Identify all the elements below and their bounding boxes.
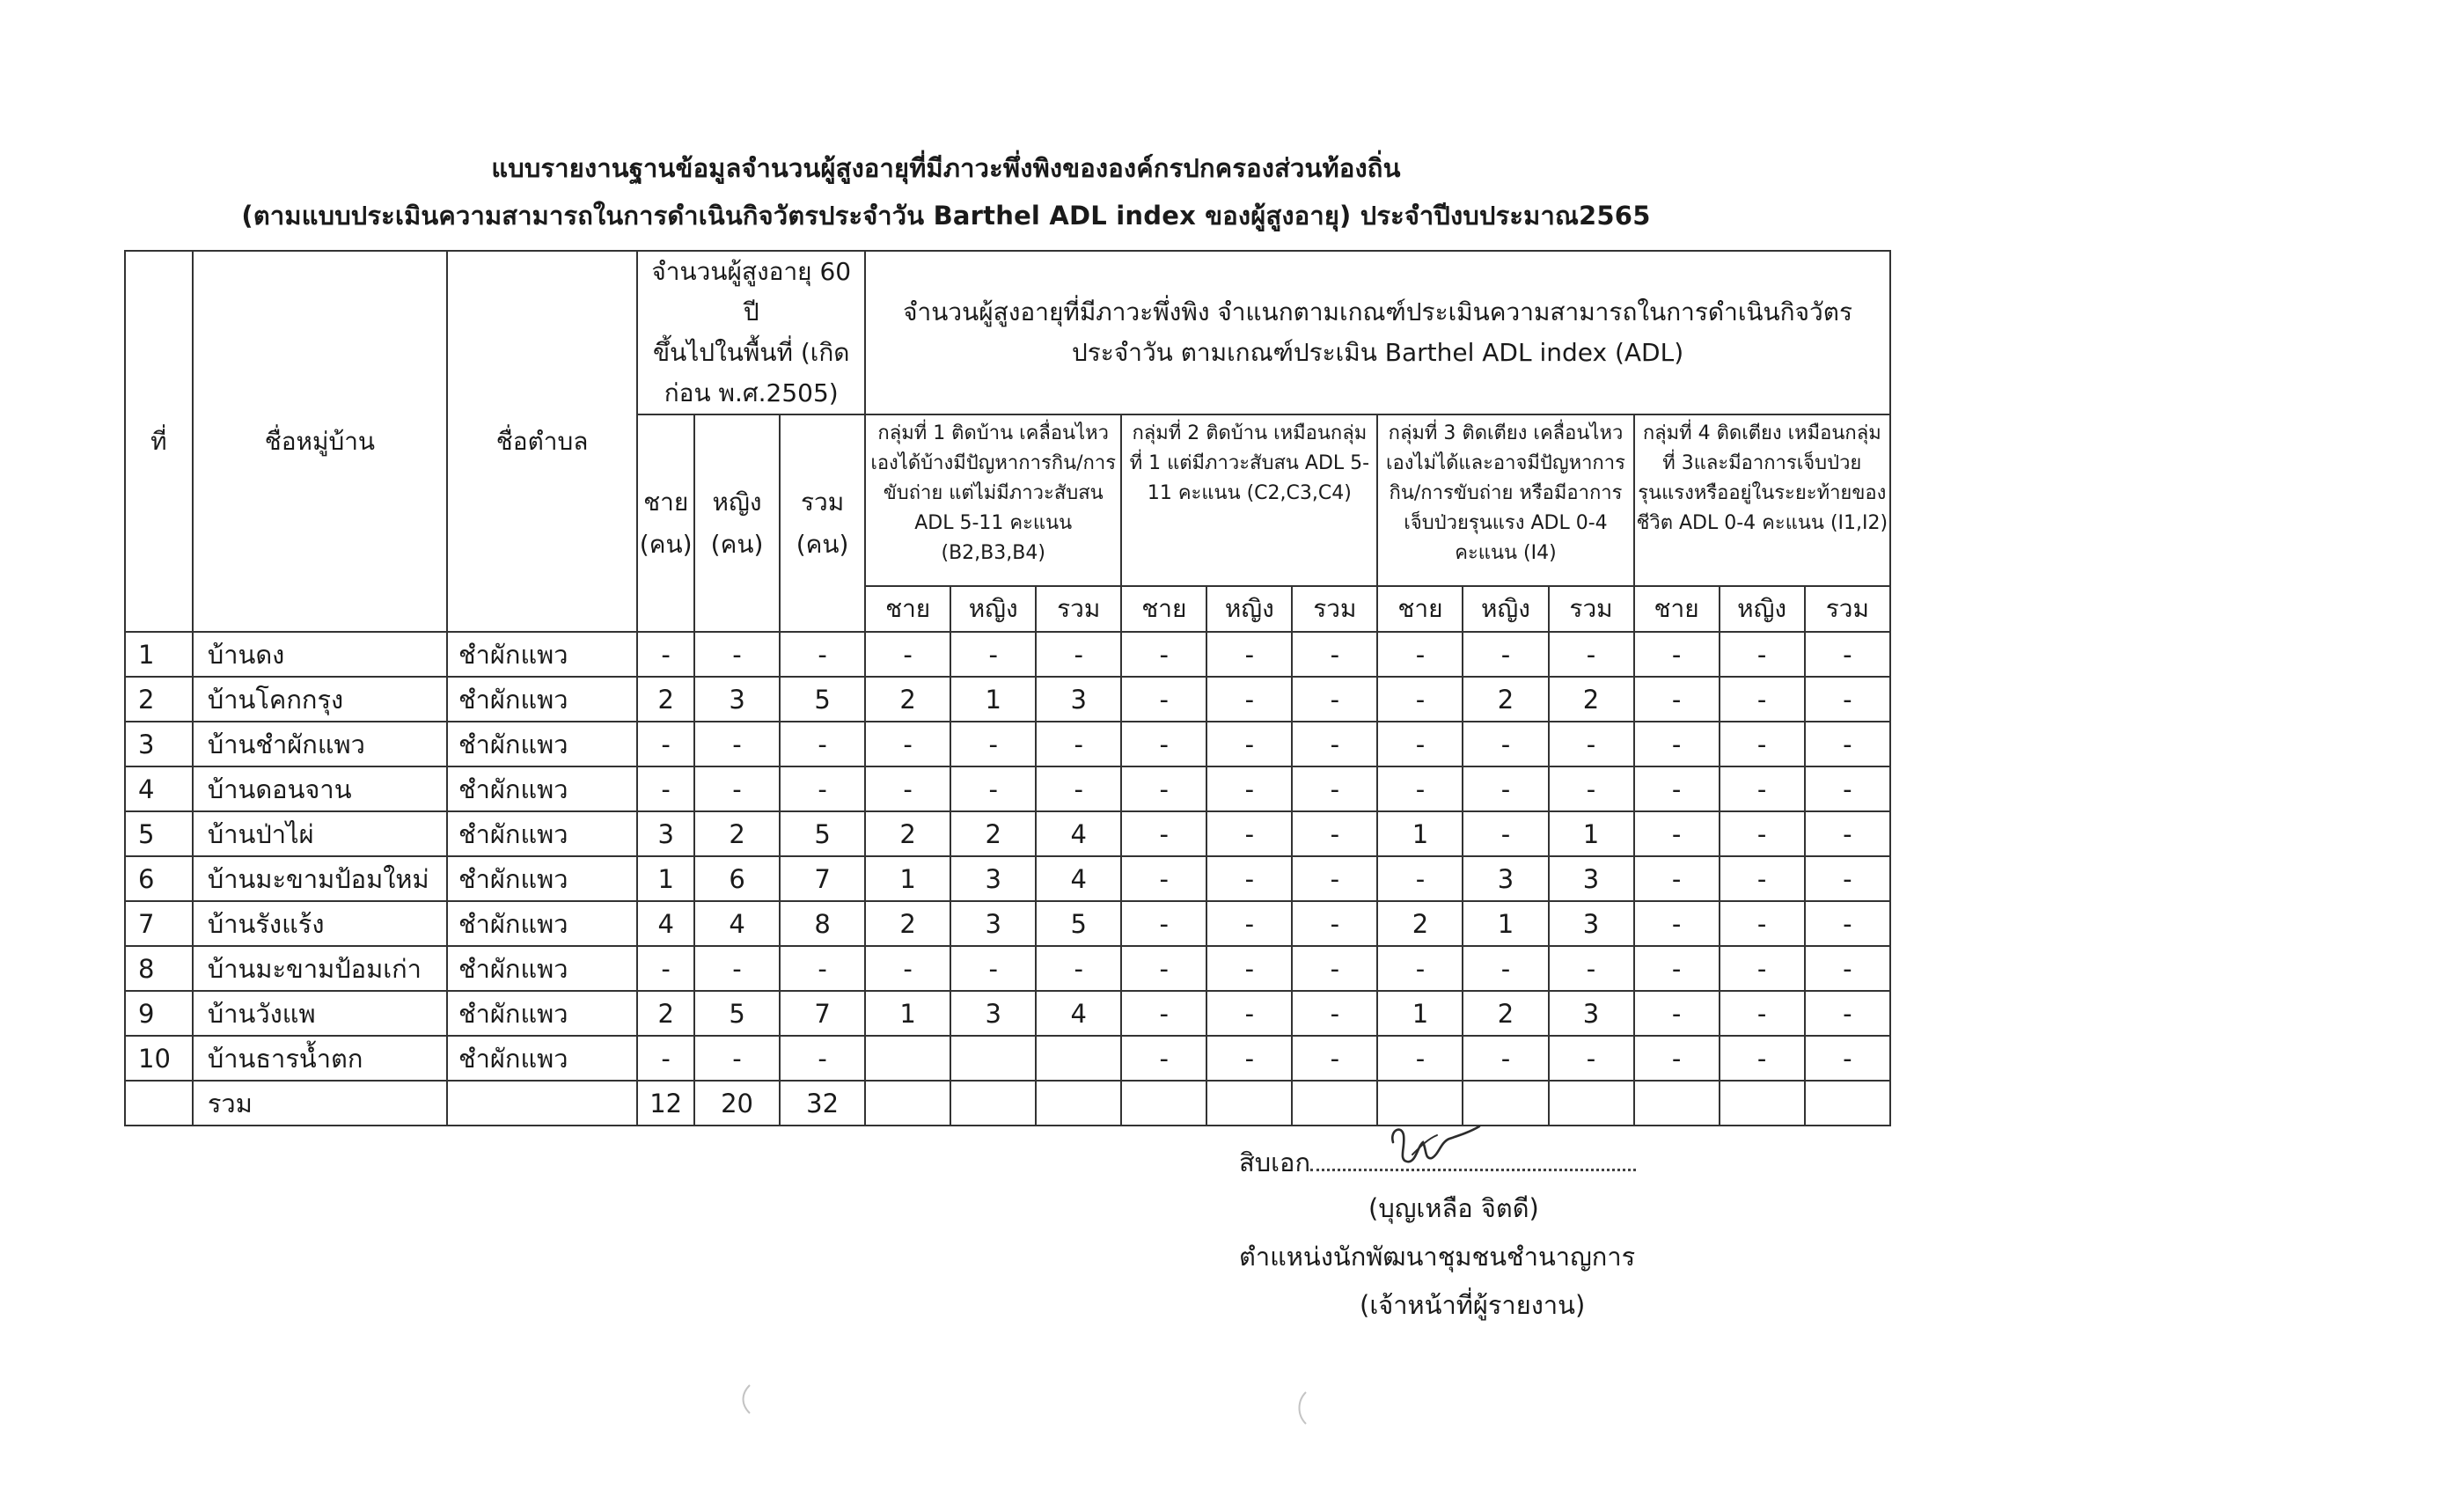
group-4-total-cell: - <box>1805 946 1890 991</box>
group-3-male-cell: - <box>1377 766 1463 811</box>
group-3-header <box>1377 414 1633 586</box>
group-line: รุนแรงหรืออยู่ในระยะท้ายของ <box>1638 482 1887 504</box>
group-2-total-cell: - <box>1292 677 1377 722</box>
group-2-total-total-cell <box>1292 1081 1377 1126</box>
group-4-total-cell: - <box>1805 991 1890 1036</box>
group-2-total-cell: - <box>1292 811 1377 856</box>
group-4-total-cell: - <box>1805 1036 1890 1081</box>
group-line: กลุ่มที่ 4 ติดเตียง เหมือนกลุ่ม <box>1642 422 1881 444</box>
group-4-female-cell: - <box>1720 1036 1805 1081</box>
elderly-female-cell: 2 <box>694 811 780 856</box>
group-1-female-total-cell <box>950 1081 1036 1126</box>
elderly-total-cell: 5 <box>780 677 865 722</box>
group-2-male-cell: - <box>1121 766 1206 811</box>
village-name: บ้านชำผักแพว <box>193 722 447 766</box>
group-1-total-cell: - <box>1036 722 1121 766</box>
group-2-total-header: รวม <box>1292 586 1377 632</box>
group-2-female-cell: - <box>1206 632 1292 677</box>
group-3-male-cell: 1 <box>1377 811 1463 856</box>
group-4-total-cell: - <box>1805 811 1890 856</box>
group-4-female-cell: - <box>1720 677 1805 722</box>
group-4-total-cell: - <box>1805 722 1890 766</box>
row-number: 3 <box>125 722 193 766</box>
elderly-female-cell: 4 <box>694 901 780 946</box>
elderly-total-cell: - <box>780 946 865 991</box>
table-body <box>125 632 1890 1126</box>
group-3-total-cell: 3 <box>1549 901 1634 946</box>
group-4-male-cell: - <box>1634 856 1720 901</box>
group-4-female-cell: - <box>1720 632 1805 677</box>
subdistrict-name: ชำผักแพว <box>447 677 637 722</box>
group-line: เองได้บ้างมีปัญหาการกิน/การ <box>870 452 1117 474</box>
group-3-male-cell: - <box>1377 856 1463 901</box>
subdistrict-name: ชำผักแพว <box>447 722 637 766</box>
group-1-total-cell: 4 <box>1036 856 1121 901</box>
group-1-header <box>865 414 1121 586</box>
elderly-male-cell: - <box>637 632 694 677</box>
elderly-female-cell: 5 <box>694 991 780 1036</box>
dependent-header-line: จำนวนผู้สูงอายุที่มีภาวะพึ่งพิง จำแนกตามเกณฑ์ประเมินความสามารถในการดำเนินกิจวัตร <box>903 297 1852 326</box>
group-line: กิน/การขับถ่าย หรือมีอาการ <box>1389 482 1623 504</box>
group-4-male-cell: - <box>1634 1036 1720 1081</box>
village-name: บ้านธารน้ำตก <box>193 1036 447 1081</box>
group-3-male-cell: - <box>1377 632 1463 677</box>
group-1-male-cell: - <box>865 766 950 811</box>
group-4-male-cell: - <box>1634 632 1720 677</box>
group-3-male-header: ชาย <box>1377 586 1463 632</box>
group-line: 11 คะแนน (C2,C3,C4) <box>1147 482 1352 504</box>
village-name: บ้านวังแพ <box>193 991 447 1036</box>
group-2-female-cell: - <box>1206 901 1292 946</box>
group-4-male-cell: - <box>1634 766 1720 811</box>
subdistrict-name: ชำผักแพว <box>447 946 637 991</box>
group-line: ที่ 1 แต่มีภาวะสับสน ADL 5- <box>1129 452 1370 474</box>
group-3-total-cell: 3 <box>1549 856 1634 901</box>
elderly-total-cell: 5 <box>780 811 865 856</box>
elderly-male-cell: - <box>637 1036 694 1081</box>
group-3-female-cell: 1 <box>1463 901 1548 946</box>
elderly-male-total-cell: 12 <box>637 1081 694 1126</box>
elderly-female-cell: - <box>694 722 780 766</box>
elderly-total-cell: - <box>780 1036 865 1081</box>
group-3-total-cell: 3 <box>1549 991 1634 1036</box>
signer-role: (เจ้าหน้าที่ผู้รายงาน) <box>1360 1290 1586 1320</box>
subdistrict-name: ชำผักแพว <box>447 991 637 1036</box>
group-2-male-cell: - <box>1121 901 1206 946</box>
row-number: 1 <box>125 632 193 677</box>
group-4-male-cell: - <box>1634 677 1720 722</box>
group-2-total-cell: - <box>1292 1036 1377 1081</box>
signature-dotted-line <box>1310 1153 1636 1171</box>
group-4-total-total-cell <box>1805 1081 1890 1126</box>
group-1-female-cell: - <box>950 632 1036 677</box>
group-line: ADL 5-11 คะแนน <box>914 512 1073 534</box>
group-3-total-cell: 1 <box>1549 811 1634 856</box>
group-1-total-cell <box>1036 1036 1121 1081</box>
village-name: บ้านมะขามป้อมใหม่ <box>193 856 447 901</box>
group-2-female-cell: - <box>1206 722 1292 766</box>
group-line: เจ็บป่วยรุนแรง ADL 0-4 <box>1404 512 1608 534</box>
group-2-total-cell: - <box>1292 632 1377 677</box>
unit-label: (คน) <box>639 529 693 559</box>
group-3-total-cell: - <box>1549 722 1634 766</box>
group-1-male-total-cell <box>865 1081 950 1126</box>
village-name: บ้านโคกกรุง <box>193 677 447 722</box>
elderly-total-line: จำนวนผู้สูงอายุ 60 ปี <box>651 257 852 326</box>
group-3-female-cell: - <box>1463 946 1548 991</box>
group-1-total-cell: 4 <box>1036 991 1121 1036</box>
total-label: รวม <box>800 487 845 517</box>
group-2-female-total-cell <box>1206 1081 1292 1126</box>
stray-mark <box>737 1382 755 1417</box>
group-3-female-cell: - <box>1463 632 1548 677</box>
group-2-male-cell: - <box>1121 1036 1206 1081</box>
column-header-male <box>637 414 694 632</box>
row-number: 9 <box>125 991 193 1036</box>
group-3-total-cell: - <box>1549 1036 1634 1081</box>
table-row <box>125 811 1890 856</box>
group-1-female-header: หญิง <box>950 586 1036 632</box>
signature-rank: สิบเอก <box>1239 1148 1310 1177</box>
elderly-total-cell: - <box>780 632 865 677</box>
header-row-main <box>125 251 1890 414</box>
dependent-header-line: ประจำวัน ตามเกณฑ์ประเมิน Barthel ADL index (ADL) <box>1071 338 1684 367</box>
elderly-female-cell: - <box>694 946 780 991</box>
group-1-total-cell: 3 <box>1036 677 1121 722</box>
elderly-female-cell: 3 <box>694 677 780 722</box>
group-line: กลุ่มที่ 3 ติดเตียง เคลื่อนไหว <box>1388 422 1624 444</box>
group-1-female-cell <box>950 1036 1036 1081</box>
group-2-male-cell: - <box>1121 722 1206 766</box>
subdistrict-name: ชำผักแพว <box>447 811 637 856</box>
group-3-female-cell: - <box>1463 722 1548 766</box>
group-line: เองไม่ได้และอาจมีปัญหาการ <box>1386 452 1625 474</box>
subdistrict-name: ชำผักแพว <box>447 901 637 946</box>
group-3-total-cell: - <box>1549 766 1634 811</box>
group-4-total-cell: - <box>1805 766 1890 811</box>
group-3-total-total-cell <box>1549 1081 1634 1126</box>
group-2-male-cell: - <box>1121 632 1206 677</box>
group-1-female-cell: 3 <box>950 991 1036 1036</box>
group-2-header <box>1121 414 1377 586</box>
row-number: 4 <box>125 766 193 811</box>
group-2-female-cell: - <box>1206 856 1292 901</box>
group-1-male-cell: 2 <box>865 677 950 722</box>
village-name: บ้านรังแร้ง <box>193 901 447 946</box>
elderly-male-cell: 2 <box>637 991 694 1036</box>
elderly-total-cell: 7 <box>780 856 865 901</box>
elderly-female-cell: - <box>694 766 780 811</box>
group-2-female-cell: - <box>1206 1036 1292 1081</box>
column-header-no: ที่ <box>125 251 193 632</box>
elderly-total-cell: 7 <box>780 991 865 1036</box>
column-header-dependent <box>865 251 1890 414</box>
group-2-male-cell: - <box>1121 991 1206 1036</box>
elderly-male-cell: 4 <box>637 901 694 946</box>
group-1-total-header: รวม <box>1036 586 1121 632</box>
group-3-female-cell: - <box>1463 811 1548 856</box>
elderly-female-cell: - <box>694 1036 780 1081</box>
group-3-male-cell: 1 <box>1377 991 1463 1036</box>
column-header-subdistrict: ชื่อตำบล <box>447 251 637 632</box>
row-number: 8 <box>125 946 193 991</box>
group-2-male-cell: - <box>1121 946 1206 991</box>
group-2-total-cell: - <box>1292 991 1377 1036</box>
table-row <box>125 722 1890 766</box>
elderly-male-cell: 1 <box>637 856 694 901</box>
group-2-total-cell: - <box>1292 856 1377 901</box>
group-4-female-cell: - <box>1720 722 1805 766</box>
group-3-male-cell: - <box>1377 946 1463 991</box>
group-4-female-total-cell <box>1720 1081 1805 1126</box>
elderly-male-cell: - <box>637 766 694 811</box>
group-3-male-cell: - <box>1377 677 1463 722</box>
report-title: แบบรายงานฐานข้อมูลจำนวนผู้สูงอายุที่มีภาวะพึ่งพิงขององค์กรปกครองส่วนท้องถิ่น <box>491 153 1401 183</box>
group-3-total-cell: 2 <box>1549 677 1634 722</box>
group-2-female-cell: - <box>1206 991 1292 1036</box>
group-2-female-cell: - <box>1206 677 1292 722</box>
group-3-total-header: รวม <box>1549 586 1634 632</box>
group-3-male-cell: 2 <box>1377 901 1463 946</box>
column-header-elderly-total <box>637 251 865 414</box>
elderly-male-cell: - <box>637 946 694 991</box>
group-4-male-cell: - <box>1634 946 1720 991</box>
table-row <box>125 766 1890 811</box>
group-1-female-cell: 2 <box>950 811 1036 856</box>
group-1-female-cell: 3 <box>950 856 1036 901</box>
group-line: ชีวิต ADL 0-4 คะแนน (I1,I2) <box>1636 512 1888 534</box>
group-3-female-cell: 3 <box>1463 856 1548 901</box>
group-1-total-cell: - <box>1036 766 1121 811</box>
row-number: 2 <box>125 677 193 722</box>
group-4-male-cell: - <box>1634 811 1720 856</box>
group-1-male-header: ชาย <box>865 586 950 632</box>
group-2-male-total-cell <box>1121 1081 1206 1126</box>
elderly-total-cell: - <box>780 722 865 766</box>
group-1-female-cell: 1 <box>950 677 1036 722</box>
group-2-male-header: ชาย <box>1121 586 1206 632</box>
total-row-number <box>125 1081 193 1126</box>
group-4-total-cell: - <box>1805 632 1890 677</box>
group-4-male-cell: - <box>1634 901 1720 946</box>
group-2-total-cell: - <box>1292 766 1377 811</box>
group-2-female-cell: - <box>1206 811 1292 856</box>
group-1-male-cell <box>865 1036 950 1081</box>
group-4-header <box>1634 414 1890 586</box>
group-4-female-cell: - <box>1720 811 1805 856</box>
subdistrict-name: ชำผักแพว <box>447 632 637 677</box>
total-label: รวม <box>193 1081 447 1126</box>
group-1-male-cell: - <box>865 632 950 677</box>
group-1-total-cell: - <box>1036 946 1121 991</box>
group-1-female-cell: - <box>950 946 1036 991</box>
group-4-female-header: หญิง <box>1720 586 1805 632</box>
group-1-female-cell: 3 <box>950 901 1036 946</box>
stray-mark <box>1294 1389 1311 1427</box>
group-4-female-cell: - <box>1720 901 1805 946</box>
group-1-total-cell: - <box>1036 632 1121 677</box>
group-3-total-cell: - <box>1549 632 1634 677</box>
elderly-total-line: ก่อน พ.ศ.2505) <box>664 378 839 407</box>
male-label: ชาย <box>643 487 689 517</box>
elderly-male-cell: 2 <box>637 677 694 722</box>
group-2-female-cell: - <box>1206 766 1292 811</box>
group-2-male-cell: - <box>1121 811 1206 856</box>
group-4-female-cell: - <box>1720 946 1805 991</box>
elderly-total-line: ขึ้นไปในพื้นที่ (เกิด <box>652 338 850 367</box>
group-4-male-header: ชาย <box>1634 586 1720 632</box>
village-name: บ้านป่าไผ่ <box>193 811 447 856</box>
signer-name: (บุญเหลือ จิตดี) <box>1368 1193 1539 1223</box>
group-line: คะแนน (I4) <box>1455 542 1557 564</box>
group-line: (B2,B3,B4) <box>941 542 1045 564</box>
group-4-male-total-cell <box>1634 1081 1720 1126</box>
group-1-male-cell: 2 <box>865 811 950 856</box>
group-3-female-cell: - <box>1463 766 1548 811</box>
group-4-total-cell: - <box>1805 901 1890 946</box>
group-2-total-cell: - <box>1292 946 1377 991</box>
group-3-male-cell: - <box>1377 1036 1463 1081</box>
table-row <box>125 946 1890 991</box>
group-2-male-cell: - <box>1121 677 1206 722</box>
village-name: บ้านมะขามป้อมเก่า <box>193 946 447 991</box>
group-4-female-cell: - <box>1720 991 1805 1036</box>
group-1-female-cell: - <box>950 722 1036 766</box>
group-1-female-cell: - <box>950 766 1036 811</box>
elderly-male-cell: 3 <box>637 811 694 856</box>
group-2-female-header: หญิง <box>1206 586 1292 632</box>
total-subdistrict <box>447 1081 637 1126</box>
group-line: ขับถ่าย แต่ไม่มีภาวะสับสน <box>883 482 1104 504</box>
elderly-dependency-table <box>124 250 1891 1126</box>
column-header-total <box>780 414 865 632</box>
column-header-village: ชื่อหมู่บ้าน <box>193 251 447 632</box>
table-row <box>125 991 1890 1036</box>
group-1-male-cell: 1 <box>865 991 950 1036</box>
group-3-female-cell: 2 <box>1463 677 1548 722</box>
group-3-female-header: หญิง <box>1463 586 1548 632</box>
elderly-total-cell: 8 <box>780 901 865 946</box>
group-2-female-cell: - <box>1206 946 1292 991</box>
group-1-male-cell: - <box>865 946 950 991</box>
group-1-male-cell: - <box>865 722 950 766</box>
signature-line <box>1239 1142 1636 1183</box>
elderly-male-cell: - <box>637 722 694 766</box>
row-number: 10 <box>125 1036 193 1081</box>
group-1-male-cell: 1 <box>865 856 950 901</box>
row-number: 7 <box>125 901 193 946</box>
group-line: กลุ่มที่ 1 ติดบ้าน เคลื่อนไหว <box>877 422 1109 444</box>
total-row <box>125 1081 1890 1126</box>
group-2-male-cell: - <box>1121 856 1206 901</box>
subdistrict-name: ชำผักแพว <box>447 1036 637 1081</box>
group-4-total-cell: - <box>1805 677 1890 722</box>
village-name: บ้านดอนจาน <box>193 766 447 811</box>
group-4-total-header: รวม <box>1805 586 1890 632</box>
row-number: 5 <box>125 811 193 856</box>
group-4-female-cell: - <box>1720 856 1805 901</box>
table-row <box>125 677 1890 722</box>
elderly-total-total-cell: 32 <box>780 1081 865 1126</box>
group-4-male-cell: - <box>1634 991 1720 1036</box>
female-label: หญิง <box>712 487 762 517</box>
elderly-total-cell: - <box>780 766 865 811</box>
elderly-female-cell: 6 <box>694 856 780 901</box>
column-header-female <box>694 414 780 632</box>
table-row <box>125 901 1890 946</box>
group-4-female-cell: - <box>1720 766 1805 811</box>
village-name: บ้านดง <box>193 632 447 677</box>
signer-position: ตำแหน่งนักพัฒนาชุมชนชำนาญการ <box>1239 1242 1636 1272</box>
group-3-male-cell: - <box>1377 722 1463 766</box>
elderly-female-total-cell: 20 <box>694 1081 780 1126</box>
group-line: ที่ 3และมีอาการเจ็บป่วย <box>1662 452 1862 474</box>
group-1-male-cell: 2 <box>865 901 950 946</box>
report-subtitle: (ตามแบบประเมินความสามารถในการดำเนินกิจวัตรประจำวัน Barthel ADL index ของผู้สูงอายุ) ประจำปีงบประมาณ2565 <box>241 201 1651 231</box>
group-4-total-cell: - <box>1805 856 1890 901</box>
elderly-female-cell: - <box>694 632 780 677</box>
group-3-female-cell: - <box>1463 1036 1548 1081</box>
group-1-total-total-cell <box>1036 1081 1121 1126</box>
group-2-total-cell: - <box>1292 901 1377 946</box>
group-3-total-cell: - <box>1549 946 1634 991</box>
unit-label: (คน) <box>710 529 764 559</box>
group-4-male-cell: - <box>1634 722 1720 766</box>
table-row <box>125 632 1890 677</box>
table-row <box>125 856 1890 901</box>
row-number: 6 <box>125 856 193 901</box>
group-1-total-cell: 5 <box>1036 901 1121 946</box>
subdistrict-name: ชำผักแพว <box>447 766 637 811</box>
unit-label: (คน) <box>796 529 849 559</box>
group-line: กลุ่มที่ 2 ติดบ้าน เหมือนกลุ่ม <box>1132 422 1368 444</box>
subdistrict-name: ชำผักแพว <box>447 856 637 901</box>
group-3-female-cell: 2 <box>1463 991 1548 1036</box>
table-row <box>125 1036 1890 1081</box>
group-2-total-cell: - <box>1292 722 1377 766</box>
group-1-total-cell: 4 <box>1036 811 1121 856</box>
